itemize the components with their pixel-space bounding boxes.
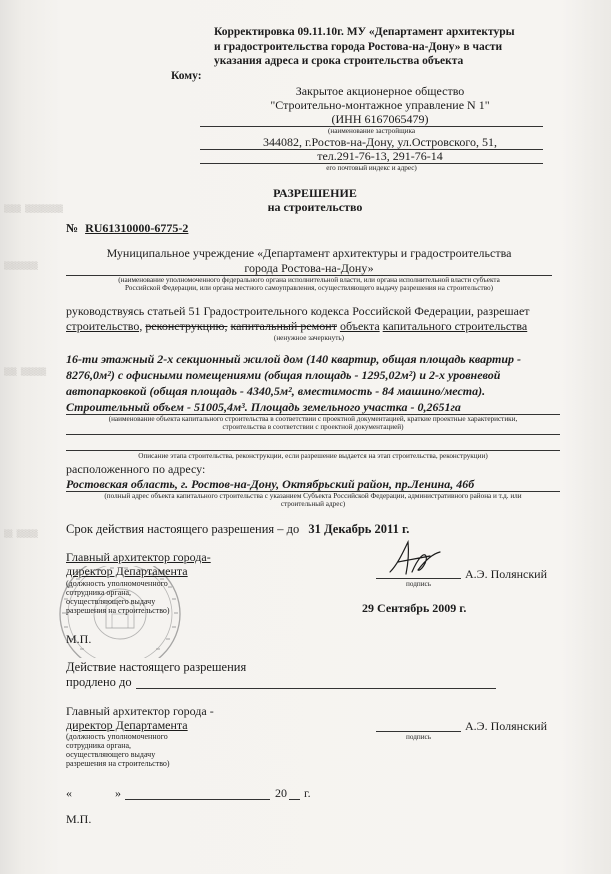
caption-line: (наименование уполномоченного федерального органа исполнительной власти, или органа исполнительной власти субъекта (118, 276, 500, 284)
extension-line: Действие настоящего разрешения (66, 660, 247, 674)
developer-org-name: "Строительно-монтажное управление N 1" (270, 98, 490, 112)
signature-line (376, 731, 461, 732)
bleed-through-text: ▒▒ ▒▒▒▒▒ (4, 530, 38, 538)
object-line: Строительный объем - 51005,4м³. Площадь земельного участка - 0,2651га (66, 400, 461, 414)
extension-line: продлено до (66, 675, 132, 689)
bleed-through-text: ▒▒▒▒ ▒▒▒▒▒▒▒▒▒ (4, 205, 64, 213)
caption-line: (полный адрес объекта капитального строительства с указанием Субъекта Российской Федерации, административного района и т.д. или (104, 492, 522, 500)
signatory-name-1: А.Э. Полянский (465, 567, 548, 581)
signatory-position-1 (66, 551, 211, 578)
divider (66, 434, 560, 435)
correction-line: Корректировка 09.11.10г. МУ «Департамент архитектуры (214, 26, 515, 38)
position-caption-1: (должность уполномоченного сотрудника органа, осуществляющего выдачу разрешения на строительство) (66, 579, 170, 615)
address-caption (66, 492, 560, 508)
quote-close: » (115, 786, 121, 800)
basis-lead: руководствуясь статьей 51 Градостроительного кодекса Российской Федерации, разрешает (66, 304, 530, 318)
handwritten-signature-icon (384, 538, 446, 580)
basis-options (66, 319, 566, 334)
year-prefix: 20 (275, 786, 287, 800)
option-construction: строительство, (66, 318, 143, 333)
to-label: Кому: (171, 70, 202, 82)
validity-date: 31 Декабрь 2011 г. (308, 522, 410, 536)
caption-line: Российской Федерации, или органа местного самоуправления, осуществляющего выдачу разрешения на строительство) (124, 284, 494, 293)
object-line: 8276,0м²) с офисными помещениями (общая площадь - 1295,02м²) и 2-х уровневой (66, 368, 501, 382)
permit-number-row (66, 221, 188, 236)
developer-block (190, 84, 570, 126)
caption-line: (наименование объекта капитального строительства в соответствии с проектной документацией, краткие проектные характеристики, (108, 415, 518, 423)
bleed-through-text: ▒▒▒▒▒▒▒▒ (4, 262, 38, 270)
option-object: объекта (339, 318, 380, 333)
position-line: директор Департамента (66, 717, 188, 732)
developer-org-type: Закрытое акционерное общество (295, 84, 465, 98)
object-description (66, 351, 556, 415)
bleed-through-text: ▒▒▒ ▒▒▒▒▒▒ (4, 368, 47, 376)
correction-note (214, 25, 554, 69)
issuer-block (66, 246, 552, 275)
document-title: РАЗРЕШЕНИЕ (273, 186, 357, 200)
developer-phones: тел.291-76-13, 291-76-14 (317, 149, 443, 163)
validity-row (66, 522, 409, 537)
developer-inn: (ИНН 6167065479) (331, 112, 429, 126)
blank-month-line (125, 799, 270, 800)
location-label: расположенного по адресу: (66, 462, 206, 476)
position-line: директор Департамента (66, 563, 188, 578)
position-line: Главный архитектор города- (66, 550, 211, 564)
issuer-caption (66, 276, 552, 292)
object-line: автопарковкой (общая площадь - 4340,5м², вместимость - 84 машино/места). (66, 384, 486, 398)
seal-place-1: М.П. (66, 632, 92, 646)
correction-line: и градостроительства города Ростова-на-Дону» в части (214, 40, 503, 53)
postal-caption: его почтовый индекс и адрес) (326, 164, 417, 172)
object-address: Ростовская область, г. Ростов-на-Дону, Октябрьский район, пр.Ленина, 46б (66, 477, 475, 491)
signature-caption: подпись (405, 580, 432, 588)
issue-date: 29 Сентябрь 2009 г. (362, 601, 467, 615)
divider (66, 450, 560, 451)
object-line: 16-ти этажный 2-х секционный жилой дом (140 квартир, общая площадь квартир - (66, 352, 521, 366)
signature-caption: подпись (405, 733, 432, 741)
blank-year-line (289, 799, 300, 800)
basis-block (66, 304, 566, 333)
option-capital: капитального строительства (382, 318, 528, 333)
extension-date-line (136, 688, 496, 689)
basis-caption: (ненужное зачеркнуть) (273, 334, 345, 342)
blank-date-row (66, 786, 366, 802)
postal-address: 344082, г.Ростов-на-Дону, ул.Островского, 51, (262, 135, 498, 149)
document-subtitle: на строительство (267, 200, 363, 214)
developer-caption: (наименование застройщика (327, 127, 416, 135)
permit-number: RU61310000-6775-2 (85, 221, 189, 235)
issuer-name-line: города Ростова-на-Дону» (244, 260, 374, 275)
position-caption-2: (должность уполномоченного сотрудника органа, осуществляющего выдачу разрешения на строительство) (66, 732, 170, 768)
developer-address (190, 135, 570, 149)
number-sign: № (66, 221, 79, 235)
stage-caption: Описание этапа строительства, реконструкции, если разрешение выдается на этап строительства, реконструкции) (138, 452, 488, 460)
extension-block (66, 660, 246, 690)
issuer-name-line: Муниципальное учреждение «Департамент архитектуры и градостроительства (106, 246, 512, 260)
option-reconstruction: реконструкцию, (145, 318, 228, 333)
option-overhaul: капитальный ремонт (230, 318, 337, 333)
correction-line: указания адреса и срока строительства объекта (214, 55, 464, 67)
caption-line: строительства в соответствии с проектной документацией) (222, 423, 404, 432)
quote-open: « (66, 786, 72, 800)
signatory-position-2 (66, 705, 214, 732)
caption-line: строительный адрес) (280, 500, 346, 509)
position-line: Главный архитектор города - (66, 704, 214, 718)
seal-place-2: М.П. (66, 812, 92, 826)
object-caption (66, 415, 560, 431)
year-suffix: г. (304, 786, 311, 800)
signatory-name-2: А.Э. Полянский (465, 719, 548, 733)
signature-line (376, 578, 461, 579)
validity-text: Срок действия настоящего разрешения – до (66, 522, 300, 536)
